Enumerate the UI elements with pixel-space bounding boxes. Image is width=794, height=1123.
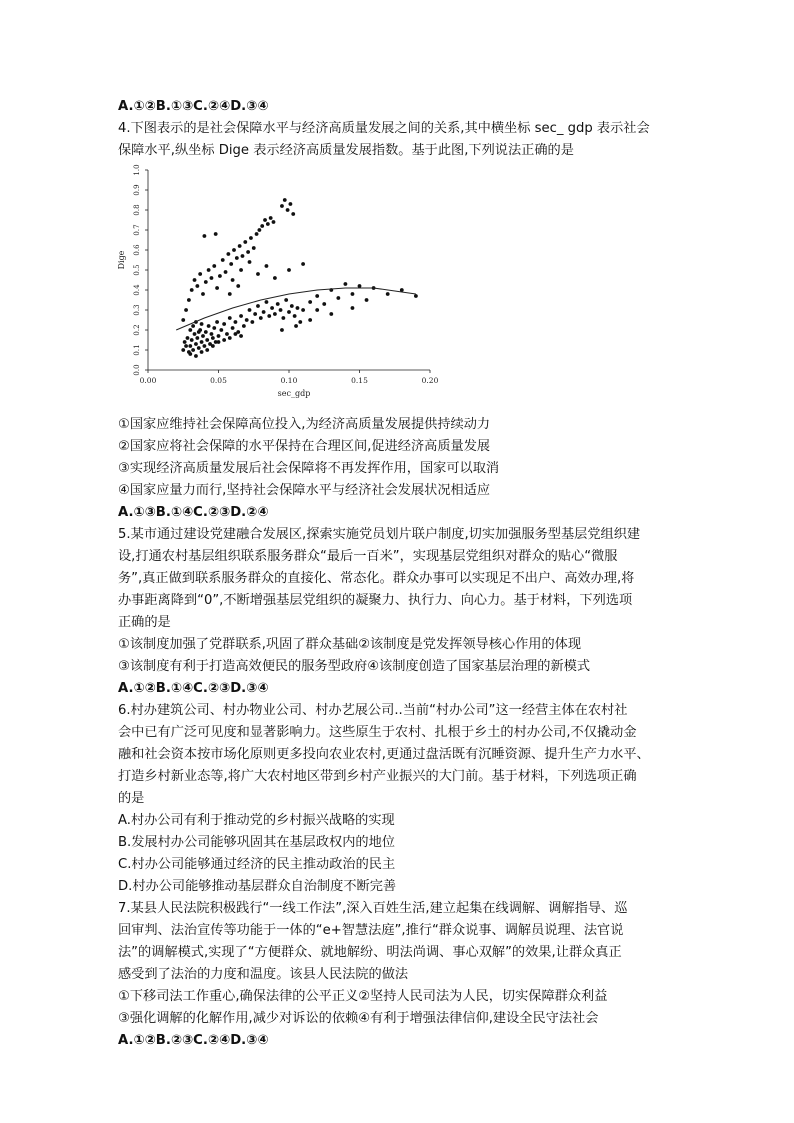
- scatter-point: [200, 340, 204, 344]
- scatter-point: [289, 202, 293, 206]
- scatter-point: [250, 320, 254, 324]
- scatter-point: [243, 240, 247, 244]
- line-q4-stem-1: 4.下图表示的是社会保障水平与经济高质量发展之间的关系,其中横坐标 sec_ gdp 表示社会: [118, 121, 650, 136]
- scatter-point: [205, 348, 209, 352]
- scatter-point: [245, 318, 249, 322]
- scatter-point: [260, 224, 264, 228]
- scatter-chart: [118, 160, 448, 400]
- scatter-point: [301, 308, 305, 312]
- scatter-point: [215, 286, 219, 290]
- x-tick-label: 0.05: [210, 376, 227, 385]
- line-q6-stem-4: 打造乡村新业态等,将广大农村地区带到乡村产业振兴的大门前。基于材料，下列选项正确: [118, 769, 637, 784]
- scatter-point: [215, 320, 219, 324]
- scatter-point: [187, 298, 191, 302]
- scatter-point: [280, 204, 284, 208]
- scatter-point: [197, 346, 201, 350]
- scatter-point: [296, 306, 300, 310]
- line-q5-stem-4: 办事距离降到“0”,不断增强基层党组织的凝聚力、执行力、向心力。基于材料，下列选项: [118, 593, 633, 608]
- scatter-point: [226, 252, 230, 256]
- scatter-point: [256, 272, 260, 276]
- scatter-point: [201, 334, 205, 338]
- scatter-point: [188, 328, 192, 332]
- scatter-point: [212, 326, 216, 330]
- scatter-point: [253, 312, 257, 316]
- line-q5-stem-2: 设,打通农村基层组织联系服务群众“最后一百米”，实现基层党组织对群众的贴心“微服: [118, 549, 618, 564]
- scatter-point: [183, 340, 187, 344]
- scatter-point: [273, 312, 277, 316]
- scatter-point: [329, 312, 333, 316]
- line-q6-stem-2: 会中已有广泛可见度和显著影响力。这些原生于农村、扎根于乡土的村办公司,不仅撬动金: [118, 725, 637, 740]
- line-q6-opt-d: D.村办公司能够推动基层群众自治制度不断完善: [118, 879, 397, 894]
- scatter-point: [262, 310, 266, 314]
- line-q4-ans: A.①③B.①④C.②③D.②④: [118, 505, 269, 520]
- scatter-point: [344, 282, 348, 286]
- scatter-point: [225, 332, 229, 336]
- scatter-point: [414, 294, 418, 298]
- scatter-point: [301, 262, 305, 266]
- scatter-point: [238, 244, 242, 248]
- line-q5-opt-2: ③该制度有利于打造高效便民的服务型政府④该制度创造了国家基层治理的新模式: [118, 659, 591, 674]
- scatter-point: [214, 232, 218, 236]
- scatter-point: [200, 322, 204, 326]
- line-q3-ans: A.①②B.①③C.②④D.③④: [118, 99, 269, 114]
- x-tick-label: 0.15: [351, 376, 368, 385]
- line-q4-opt-4: ④国家应量力而行,坚持社会保障水平与经济社会发展状况相适应: [118, 483, 491, 498]
- scatter-point: [259, 316, 263, 320]
- scatter-point: [217, 340, 221, 344]
- scatter-point: [252, 246, 256, 250]
- scatter-point: [315, 294, 319, 298]
- scatter-point: [267, 314, 271, 318]
- scatter-point: [248, 308, 252, 312]
- scatter-point: [276, 302, 280, 306]
- line-q6-stem-3: 融和社会资本按市场化原则更多投向农业农村,更通过盘活既有沉睡资源、提升生产力水平、: [118, 747, 650, 762]
- scatter-point: [236, 284, 240, 288]
- scatter-point: [235, 256, 239, 260]
- scatter-point: [255, 232, 259, 236]
- scatter-point: [279, 308, 283, 312]
- scatter-point: [211, 344, 215, 348]
- scatter-point: [193, 278, 197, 282]
- y-tick-label: 0.5: [133, 264, 141, 276]
- scatter-point: [234, 320, 238, 324]
- scatter-point: [239, 314, 243, 318]
- x-tick-label: 0.10: [280, 376, 298, 385]
- scatter-point: [219, 328, 223, 332]
- scatter-point: [181, 318, 185, 322]
- scatter-point: [190, 288, 194, 292]
- scatter-point: [294, 324, 298, 328]
- scatter-point: [263, 218, 267, 222]
- scatter-point: [194, 342, 198, 346]
- line-q7-stem-1: 7.某县人民法院积极践行“一线工作法”,深入百姓生活,建立起集在线调解、调解指导、巡: [118, 901, 628, 916]
- scatter-point: [211, 336, 215, 340]
- line-q7-opt-1: ①下移司法工作重心,确保法律的公平正义②坚持人民司法为人民，切实保障群众利益: [118, 989, 608, 1004]
- line-q4-opt-2: ②国家应将社会保障的水平保持在合理区间,促进经济高质量发展: [118, 439, 491, 454]
- scatter-point: [190, 338, 194, 342]
- scatter-point: [186, 336, 190, 340]
- scatter-point: [231, 326, 235, 330]
- scatter-point: [188, 344, 192, 348]
- scatter-point: [194, 354, 198, 358]
- line-q6-stem-1: 6.村办建筑公司、村办物业公司、村办艺展公司..当前“村办公司”这一经营主体在农村社: [118, 703, 628, 718]
- scatter-point: [200, 350, 204, 354]
- line-q4-opt-1: ①国家应维持社会保障高位投入,为经济高质量发展提供持续动力: [118, 417, 491, 432]
- scatter-point: [246, 250, 250, 254]
- scatter-point: [269, 216, 273, 220]
- scatter-point: [229, 262, 233, 266]
- line-q6-opt-a: A.村办公司有利于推动党的乡村振兴战略的实现: [118, 813, 395, 828]
- scatter-point: [265, 264, 269, 268]
- scatter-point: [212, 264, 216, 268]
- line-q6-opt-c: C.村办公司能够通过经济的民主推动政治的民主: [118, 857, 396, 872]
- line-q5-stem-3: 务”,真正做到联系服务群众的直接化、常态化。群众办事可以实现足不出户、高效办理,将: [118, 571, 635, 586]
- scatter-point: [248, 260, 252, 264]
- line-q4-opt-3: ③实现经济高质量发展后社会保障将不再发挥作用，国家可以取消: [118, 461, 500, 476]
- scatter-point: [234, 332, 238, 336]
- line-q6-stem-5: 的是: [118, 791, 145, 806]
- scatter-point: [195, 336, 199, 340]
- x-tick-label: 0.20: [421, 376, 439, 385]
- scatter-point: [291, 212, 295, 216]
- scatter-point: [293, 314, 297, 318]
- y-tick-label: 0.9: [133, 184, 141, 196]
- scatter-point: [308, 300, 312, 304]
- scatter-point: [222, 338, 226, 342]
- line-q5-stem-5: 正确的是: [118, 615, 171, 630]
- scatter-point: [280, 328, 284, 332]
- scatter-point: [205, 338, 209, 342]
- scatter-point: [290, 304, 294, 308]
- y-tick-label: 0.3: [133, 304, 141, 316]
- y-axis-label: Dige: [117, 250, 126, 270]
- line-q4-stem-2: 保障水平,纵坐标 Dige 表示经济高质量发展指数。基于此图,下列说法正确的是: [118, 143, 574, 158]
- scatter-point: [272, 220, 276, 224]
- scatter-point: [184, 344, 188, 348]
- scatter-point: [221, 258, 225, 262]
- scatter-point: [270, 306, 274, 310]
- scatter-point: [231, 278, 235, 282]
- scatter-point: [286, 208, 290, 212]
- scatter-point: [188, 352, 192, 356]
- scatter-point: [228, 316, 232, 320]
- scatter-point: [195, 284, 199, 288]
- scatter-point: [210, 276, 214, 280]
- y-tick-label: 0.1: [133, 344, 141, 356]
- x-axis-label: sec_gdp: [277, 389, 311, 398]
- scatter-point: [228, 336, 232, 340]
- scatter-point: [283, 198, 287, 202]
- scatter-point: [284, 298, 288, 302]
- line-q7-ans: A.①②B.②③C.②④D.③④: [118, 1033, 269, 1048]
- scatter-point: [351, 292, 355, 296]
- scatter-point: [224, 270, 228, 274]
- scatter-point: [308, 318, 312, 322]
- scatter-point: [218, 274, 222, 278]
- scatter-point: [315, 308, 319, 312]
- scatter-point: [386, 292, 390, 296]
- scatter-point: [266, 222, 270, 226]
- scatter-point: [241, 254, 245, 258]
- scatter-point: [281, 316, 285, 320]
- scatter-point: [184, 308, 188, 312]
- scatter-point: [207, 324, 211, 328]
- scatter-point: [197, 330, 201, 334]
- scatter-point: [203, 234, 207, 238]
- scatter-point: [358, 284, 362, 288]
- scatter-point: [336, 296, 340, 300]
- line-q7-stem-3: 法”的调解模式,实现了“方便群众、就地解纷、明法尚调、事心双解”的效果,让群众真正: [118, 945, 622, 960]
- scatter-point: [239, 334, 243, 338]
- scatter-point: [287, 268, 291, 272]
- scatter-point: [198, 272, 202, 276]
- line-q7-opt-2: ③强化调解的化解作用,减少对诉讼的依赖④有利于增强法律信仰,建设全民守法社会: [118, 1011, 599, 1026]
- scatter-point: [322, 302, 326, 306]
- scatter-point: [232, 248, 236, 252]
- scatter-point: [298, 320, 302, 324]
- scatter-point: [210, 332, 214, 336]
- scatter-point: [273, 276, 277, 280]
- scatter-point: [257, 228, 261, 232]
- scatter-point: [191, 324, 195, 328]
- y-tick-label: 0.4: [133, 284, 141, 296]
- scatter-point: [351, 306, 355, 310]
- scatter-point: [287, 310, 291, 314]
- scatter-point: [203, 344, 207, 348]
- y-tick-label: 0.6: [133, 244, 141, 256]
- y-tick-label: 0.8: [133, 204, 141, 216]
- scatter-point: [222, 322, 226, 326]
- line-q6-opt-b: B.发展村办公司能够巩固其在基层政权内的地位: [118, 835, 395, 850]
- scatter-point: [181, 348, 185, 352]
- scatter-point: [228, 292, 232, 296]
- scatter-point: [204, 280, 208, 284]
- scatter-point: [193, 332, 197, 336]
- line-q5-opt-1: ①该制度加强了党群联系,巩固了群众基础②该制度是党发挥领导核心作用的体现: [118, 637, 582, 652]
- scatter-point: [242, 324, 246, 328]
- scatter-point: [207, 268, 211, 272]
- scatter-point: [217, 334, 221, 338]
- y-tick-label: 1.0: [133, 164, 141, 176]
- x-tick-label: 0.00: [139, 376, 157, 385]
- scatter-point: [256, 304, 260, 308]
- line-q7-stem-2: 回审判、法治宣传等功能于一体的“e+智慧法庭”,推行“群众说事、调解员说理、法官说: [118, 923, 624, 938]
- scatter-point: [265, 300, 269, 304]
- y-tick-label: 0.0: [133, 364, 141, 376]
- scatter-point: [191, 348, 195, 352]
- scatter-point: [365, 298, 369, 302]
- scatter-point: [201, 292, 205, 296]
- line-q5-stem-1: 5.某市通过建设党建融合发展区,探索实施党员划片联户制度,切实加强服务型基层党组织建: [118, 527, 641, 542]
- line-q5-ans: A.①②B.①④C.②③D.③④: [118, 681, 269, 696]
- scatter-point: [239, 268, 243, 272]
- line-q7-stem-4: 感受到了法治的力度和温度。该县人民法院的做法: [118, 967, 409, 982]
- scatter-point: [204, 330, 208, 334]
- scatter-point: [249, 236, 253, 240]
- y-tick-label: 0.2: [133, 324, 141, 336]
- y-tick-label: 0.7: [133, 224, 141, 236]
